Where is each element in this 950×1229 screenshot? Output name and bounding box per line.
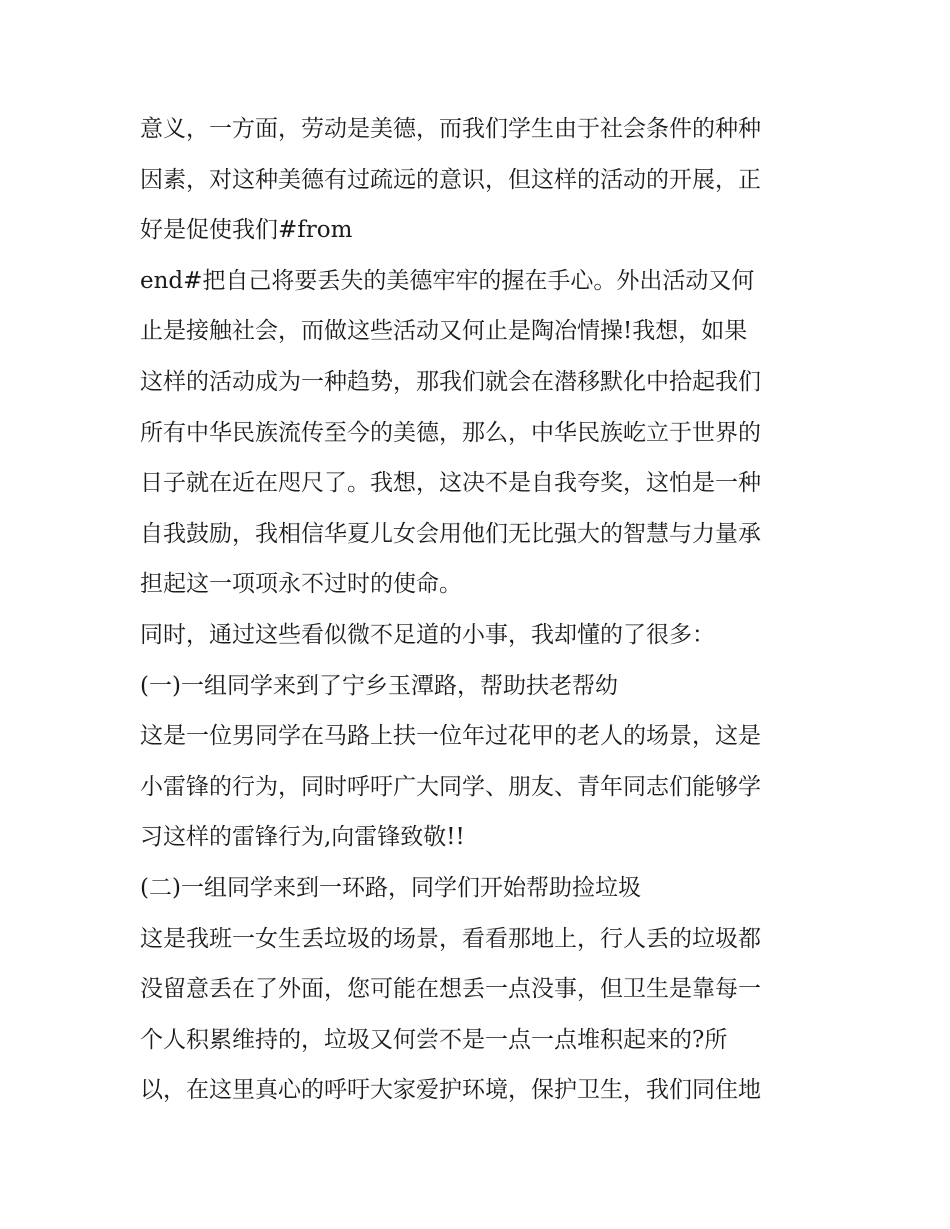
- text-line: 同时，通过这些看似微不足道的小事，我却懂的了很多：: [140, 621, 715, 648]
- text-line: 这样的活动成为一种趋势，那我们就会在潜移默化中拾起我们: [140, 368, 761, 395]
- text-line: 因素，对这种美德有过疏远的意识，但这样的活动的开展，正: [140, 166, 761, 193]
- text-line: 自我鼓励，我相信华夏儿女会用他们无比强大的智慧与力量承: [140, 520, 761, 547]
- text-line: 以，在这里真心的呼吁大家爱护环境，保护卫生，我们同住地: [140, 1077, 761, 1104]
- text-line: 意义，一方面，劳动是美德，而我们学生由于社会条件的种种: [140, 116, 761, 142]
- text-line: 担起这一项项永不过时的使命。: [140, 571, 462, 598]
- text-line: 个人积累维持的，垃圾又何尝不是一点一点堆积起来的?所: [140, 1026, 728, 1053]
- text-line: 这是一位男同学在马路上扶一位年过花甲的老人的场景，这是: [140, 723, 761, 750]
- text-line: 所有中华民族流传至今的美德，那么，中华民族屹立于世界的: [140, 419, 761, 446]
- text-line: 好是促使我们#from: [140, 217, 353, 244]
- text-line: 没留意丢在了外面，您可能在想丢一点没事，但卫生是靠每一: [140, 976, 761, 1003]
- text-line: 习这样的雷锋行为,向雷锋致敬!!: [140, 824, 465, 851]
- text-line: 这是我班一女生丢垃圾的场景，看看那地上，行人丢的垃圾都: [140, 925, 761, 952]
- section-heading: (二)一组同学来到一环路，同学们开始帮助捡垃圾: [140, 874, 641, 901]
- text-line: 止是接触社会，而做这些活动又何止是陶冶情操!我想，如果: [140, 318, 748, 345]
- text-line: 小雷锋的行为，同时呼吁广大同学、朋友、青年同志们能够学: [140, 773, 761, 800]
- text-line: end#把自己将要丢失的美德牢牢的握在手心。外出活动又何: [140, 267, 755, 294]
- section-heading: (一)一组同学来到了宁乡玉潭路，帮助扶老帮幼: [140, 672, 618, 699]
- text-line: 日子就在近在咫尺了。我想，这决不是自我夸奖，这怕是一种: [140, 470, 761, 497]
- document-body: [140, 104, 820, 1116]
